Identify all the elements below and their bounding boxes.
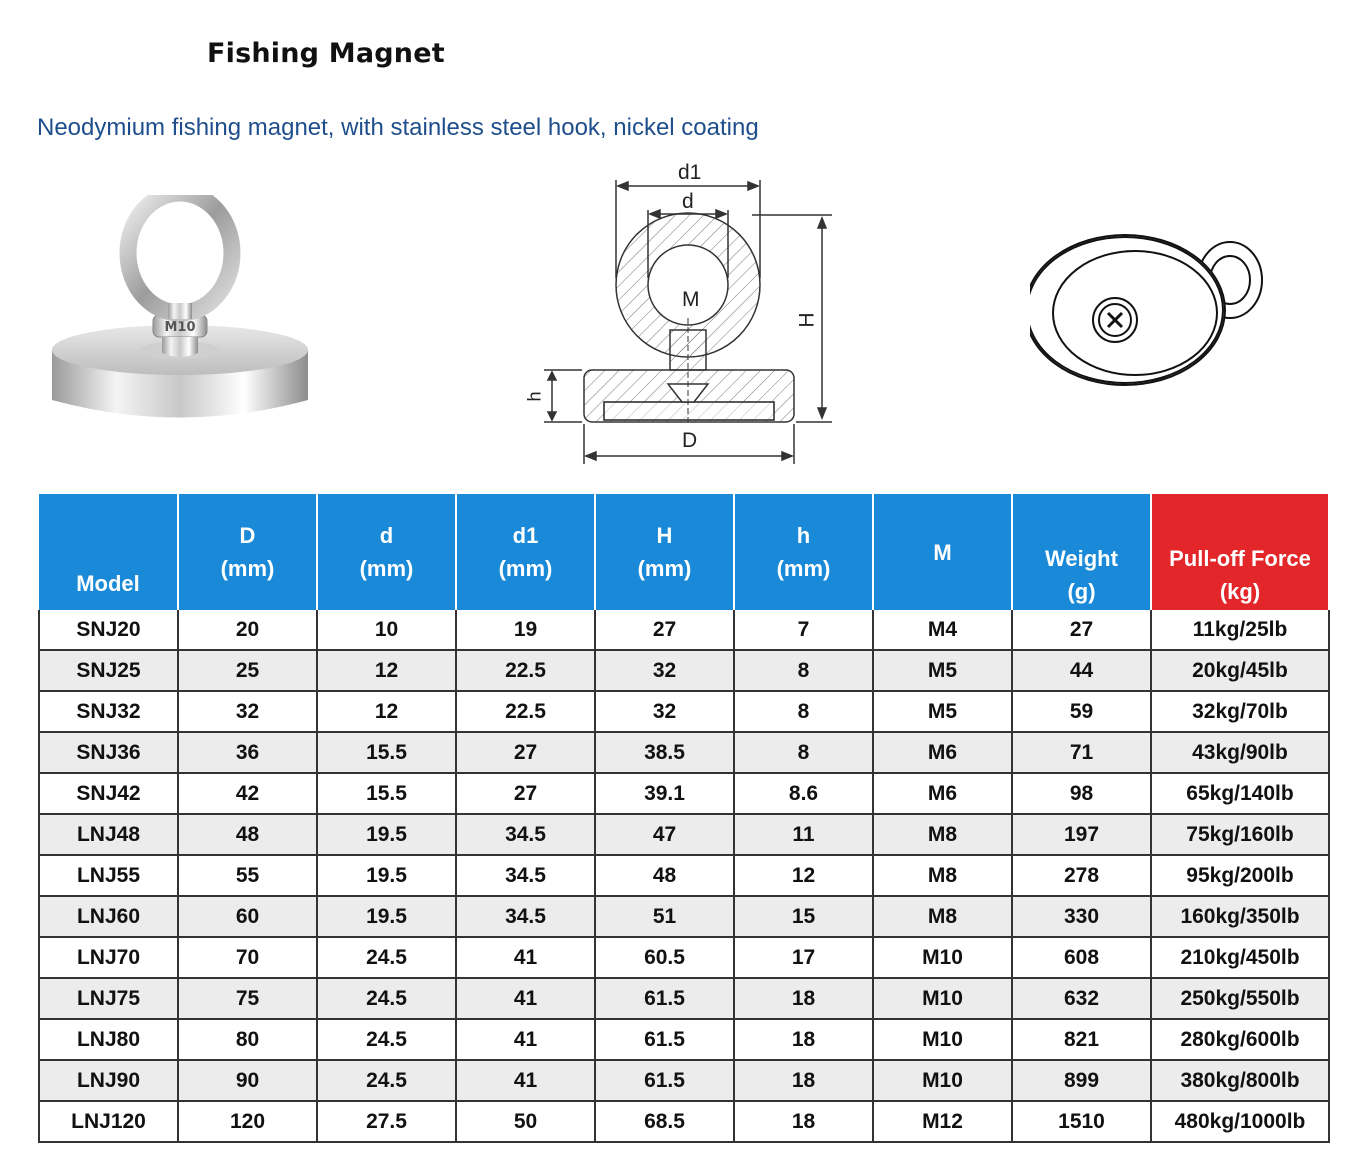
cell-M: M8 (873, 855, 1012, 896)
header-M: M (873, 494, 1012, 610)
cell-D: 36 (178, 732, 317, 773)
cell-d1: 41 (456, 978, 595, 1019)
label-d: d (682, 190, 694, 213)
cell-model: SNJ32 (39, 691, 178, 732)
cell-d1: 41 (456, 1060, 595, 1101)
magnet-outline-sketch (1030, 205, 1280, 395)
label-H: H (795, 312, 819, 328)
dimension-drawing (520, 158, 840, 468)
cell-H: 32 (595, 691, 734, 732)
cell-d1: 34.5 (456, 896, 595, 937)
header-d: d (mm) (317, 494, 456, 610)
cell-h: 18 (734, 1060, 873, 1101)
cell-h: 18 (734, 1101, 873, 1142)
cell-d: 19.5 (317, 814, 456, 855)
cell-pull-off-force: 20kg/45lb (1151, 650, 1329, 691)
cell-pull-off-force: 480kg/1000lb (1151, 1101, 1329, 1142)
cell-weight: 27 (1012, 610, 1151, 650)
cell-D: 32 (178, 691, 317, 732)
cell-weight: 330 (1012, 896, 1151, 937)
cell-M: M8 (873, 814, 1012, 855)
cell-M: M5 (873, 691, 1012, 732)
table-row (39, 937, 1329, 978)
table-header-row (39, 494, 1329, 610)
label-h: h (524, 391, 545, 402)
cell-h: 18 (734, 978, 873, 1019)
cell-H: 39.1 (595, 773, 734, 814)
cell-d: 15.5 (317, 732, 456, 773)
cell-D: 25 (178, 650, 317, 691)
table-row (39, 1101, 1329, 1142)
header-d1: d1 (mm) (456, 494, 595, 610)
spec-table (38, 494, 1330, 1143)
table-row (39, 855, 1329, 896)
cell-pull-off-force: 280kg/600lb (1151, 1019, 1329, 1060)
cell-d1: 34.5 (456, 814, 595, 855)
label-D: D (682, 429, 698, 452)
cell-H: 61.5 (595, 978, 734, 1019)
cell-pull-off-force: 380kg/800lb (1151, 1060, 1329, 1101)
cell-h: 7 (734, 610, 873, 650)
cell-D: 75 (178, 978, 317, 1019)
cell-d: 24.5 (317, 1060, 456, 1101)
cell-M: M12 (873, 1101, 1012, 1142)
cell-H: 61.5 (595, 1060, 734, 1101)
cell-d: 24.5 (317, 978, 456, 1019)
cell-weight: 899 (1012, 1060, 1151, 1101)
cell-weight: 71 (1012, 732, 1151, 773)
cell-weight: 1510 (1012, 1101, 1151, 1142)
header-h: h (mm) (734, 494, 873, 610)
cell-model: LNJ75 (39, 978, 178, 1019)
cell-M: M10 (873, 937, 1012, 978)
cell-h: 8 (734, 732, 873, 773)
cell-M: M10 (873, 1019, 1012, 1060)
cell-model: SNJ20 (39, 610, 178, 650)
cell-h: 17 (734, 937, 873, 978)
cell-H: 38.5 (595, 732, 734, 773)
cell-D: 120 (178, 1101, 317, 1142)
table-row (39, 896, 1329, 937)
cell-weight: 278 (1012, 855, 1151, 896)
cell-H: 27 (595, 610, 734, 650)
cell-d1: 22.5 (456, 691, 595, 732)
cell-H: 51 (595, 896, 734, 937)
cell-H: 32 (595, 650, 734, 691)
cell-d1: 41 (456, 1019, 595, 1060)
table-row (39, 691, 1329, 732)
label-M: M (682, 288, 700, 311)
table-row (39, 814, 1329, 855)
cell-d: 12 (317, 650, 456, 691)
table-row (39, 650, 1329, 691)
header-weight: Weight (g) (1012, 494, 1151, 610)
cell-d: 24.5 (317, 1019, 456, 1060)
cell-pull-off-force: 43kg/90lb (1151, 732, 1329, 773)
cell-h: 15 (734, 896, 873, 937)
cell-model: LNJ55 (39, 855, 178, 896)
cell-d1: 34.5 (456, 855, 595, 896)
cell-model: SNJ36 (39, 732, 178, 773)
cell-pull-off-force: 75kg/160lb (1151, 814, 1329, 855)
cell-weight: 821 (1012, 1019, 1151, 1060)
page-title: Fishing Magnet (207, 38, 445, 69)
cell-weight: 608 (1012, 937, 1151, 978)
cell-M: M10 (873, 978, 1012, 1019)
label-d1: d1 (678, 161, 702, 184)
cell-pull-off-force: 210kg/450lb (1151, 937, 1329, 978)
cell-model: LNJ80 (39, 1019, 178, 1060)
cell-model: LNJ48 (39, 814, 178, 855)
cell-model: LNJ70 (39, 937, 178, 978)
cell-H: 60.5 (595, 937, 734, 978)
cell-H: 61.5 (595, 1019, 734, 1060)
header-model: Model (39, 494, 178, 610)
cell-D: 55 (178, 855, 317, 896)
cell-H: 48 (595, 855, 734, 896)
cell-weight: 197 (1012, 814, 1151, 855)
cell-M: M5 (873, 650, 1012, 691)
cell-D: 70 (178, 937, 317, 978)
table-row (39, 732, 1329, 773)
cell-D: 42 (178, 773, 317, 814)
cell-pull-off-force: 65kg/140lb (1151, 773, 1329, 814)
cell-H: 47 (595, 814, 734, 855)
cell-d: 10 (317, 610, 456, 650)
cell-model: LNJ90 (39, 1060, 178, 1101)
cell-D: 80 (178, 1019, 317, 1060)
cell-d1: 27 (456, 732, 595, 773)
cell-d: 12 (317, 691, 456, 732)
cell-h: 8 (734, 650, 873, 691)
table-body (39, 610, 1329, 1142)
cell-D: 48 (178, 814, 317, 855)
table-row (39, 610, 1329, 650)
cell-weight: 632 (1012, 978, 1151, 1019)
cell-pull-off-force: 160kg/350lb (1151, 896, 1329, 937)
cell-pull-off-force: 95kg/200lb (1151, 855, 1329, 896)
cell-M: M6 (873, 773, 1012, 814)
cell-d1: 22.5 (456, 650, 595, 691)
table-row (39, 1060, 1329, 1101)
header-D: D (mm) (178, 494, 317, 610)
header-pull-off-force: Pull-off Force (kg) (1151, 494, 1329, 610)
cell-h: 8.6 (734, 773, 873, 814)
cell-h: 11 (734, 814, 873, 855)
cell-d: 24.5 (317, 937, 456, 978)
cell-D: 90 (178, 1060, 317, 1101)
cell-h: 8 (734, 691, 873, 732)
cell-d1: 19 (456, 610, 595, 650)
header-H: H (mm) (595, 494, 734, 610)
cell-M: M10 (873, 1060, 1012, 1101)
cell-D: 60 (178, 896, 317, 937)
magnet-photo (50, 195, 310, 430)
cell-pull-off-force: 250kg/550lb (1151, 978, 1329, 1019)
cell-model: SNJ25 (39, 650, 178, 691)
cell-d1: 50 (456, 1101, 595, 1142)
cell-d: 27.5 (317, 1101, 456, 1142)
cell-M: M8 (873, 896, 1012, 937)
cell-d1: 27 (456, 773, 595, 814)
table-row (39, 773, 1329, 814)
cell-d: 19.5 (317, 896, 456, 937)
cell-D: 20 (178, 610, 317, 650)
cell-model: SNJ42 (39, 773, 178, 814)
cell-d: 15.5 (317, 773, 456, 814)
cell-M: M4 (873, 610, 1012, 650)
page-subtitle: Neodymium fishing magnet, with stainless steel hook, nickel coating (37, 114, 759, 141)
table-row (39, 978, 1329, 1019)
table-row (39, 1019, 1329, 1060)
cell-pull-off-force: 11kg/25lb (1151, 610, 1329, 650)
cell-pull-off-force: 32kg/70lb (1151, 691, 1329, 732)
cell-weight: 98 (1012, 773, 1151, 814)
cell-M: M6 (873, 732, 1012, 773)
photo-size-label: M10 (164, 320, 196, 335)
cell-d1: 41 (456, 937, 595, 978)
cell-weight: 59 (1012, 691, 1151, 732)
cell-model: LNJ60 (39, 896, 178, 937)
cell-H: 68.5 (595, 1101, 734, 1142)
cell-weight: 44 (1012, 650, 1151, 691)
cell-model: LNJ120 (39, 1101, 178, 1142)
cell-h: 18 (734, 1019, 873, 1060)
cell-d: 19.5 (317, 855, 456, 896)
cell-h: 12 (734, 855, 873, 896)
